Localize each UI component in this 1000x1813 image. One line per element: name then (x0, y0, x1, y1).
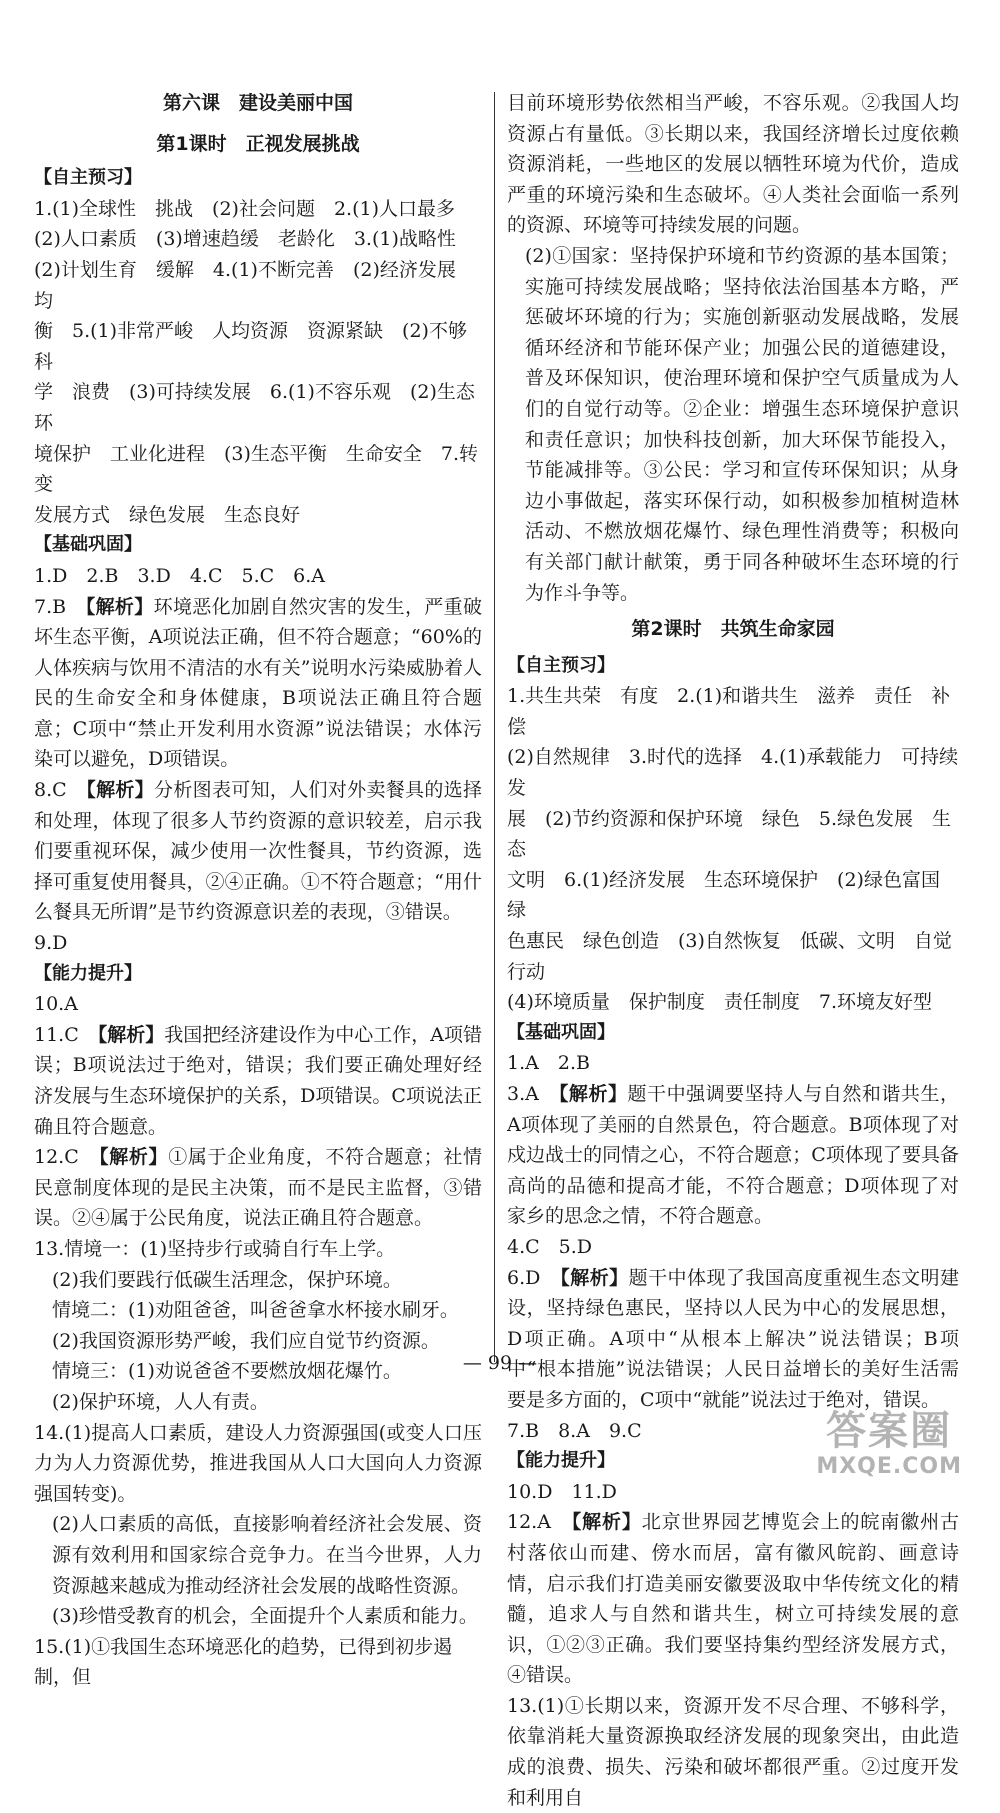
answer-line: 10.D 11.D (507, 1480, 617, 1503)
answer-line: 境保护 工业化进程 (3)生态平衡 生命安全 7.转变 (34, 442, 479, 496)
answer-13-line: (2)我们要践行低碳生活理念，保护环境。 (52, 1268, 402, 1291)
section-title-2: 第2课时 共筑生命家园 (631, 618, 835, 641)
section-title-1: 第1课时 正视发展挑战 (156, 132, 360, 155)
heading-basic: 【基础巩固】 (507, 1021, 615, 1043)
answer-12: 12.A 【解析】北京世界园艺博览会上的皖南徽州古村落依山而建、傍水而居，富有徽风皖韵、画意诗情，启示我们打造美丽安徽要汲取中华传统文化的精髓，追求人与自然和谐共生，树立可持续发展的意识，①②③正确。我们要坚持集约型经济发展方式，④错误。 (507, 1511, 959, 1687)
answer-line: 7.B 8.A 9.C (507, 1419, 642, 1442)
analysis-tag: 【解析】 (97, 1023, 165, 1046)
page-number: — 99 — (462, 1352, 538, 1374)
watermark-url: MXQE.COM (816, 1454, 962, 1479)
answer-line: 衡 5.(1)非常严峻 人均资源 资源紧缺 (2)不够科 (34, 320, 467, 373)
site-watermark (816, 1408, 962, 1479)
answer-line: 1.共生共荣 有度 2.(1)和谐共生 滋养 责任 补偿 (507, 685, 951, 738)
analysis-tag: 【解析】 (558, 1083, 628, 1105)
heading-self-study: 【自主预习】 (34, 167, 142, 189)
column-divider (494, 92, 495, 1362)
analysis-tag: 【解析】 (85, 595, 154, 618)
answer-15: 15.(1)①我国生态环境恶化的趋势，已得到初步遏制，但 (34, 1635, 453, 1689)
answer-13: 13.情境一：(1)坚持步行或骑自行车上学。 (34, 1237, 396, 1260)
answer-13-line: (2)我国资源形势严峻，我们应自觉节约资源。 (52, 1329, 440, 1352)
analysis-tag: 【解析】 (99, 1146, 169, 1169)
answer-13-line: 情境三：(1)劝说爸爸不要燃放烟花爆竹。 (52, 1360, 402, 1383)
answer-15-cont: 目前环境形势依然相当严峻，不容乐观。②我国人均资源占有量低。③长期以来，我国经济增长过度依赖资源消耗，一些地区的发展以牺牲环境为代价，造成严重的环境污染和生态破坏。④人类社会面临一系列的资源、环境等可持续发展的问题。 (507, 92, 959, 237)
watermark-logo-text: 答案圈 (826, 1408, 953, 1454)
heading-advanced: 【能力提升】 (507, 1450, 615, 1472)
answer-8: 8.C 【解析】分析图表可知，人们对外卖餐具的选择和处理，体现了很多人节约资源的意识较差，启示我们要重视环保，减少使用一次性餐具，节约资源，选择可重复使用餐具，②④正确。①不符合题意；“用什么餐具无所谓”是节约资源意识差的表现，③错误。 (34, 779, 482, 924)
answer-line: 1.(1)全球性 挑战 (2)社会问题 2.(1)人口最多 (34, 197, 455, 220)
answer-line: 文明 6.(1)经济发展 生态环境保护 (2)绿色富国 绿 (507, 868, 959, 922)
right-column (507, 88, 959, 1813)
heading-basic: 【基础巩固】 (34, 534, 142, 556)
left-column (34, 88, 482, 1693)
answer-line: 色惠民 绿色创造 (3)自然恢复 低碳、文明 自觉行动 (507, 930, 952, 983)
lesson-title: 第六课 建设美丽中国 (162, 92, 353, 114)
answer-line: 学 浪费 (3)可持续发展 6.(1)不容乐观 (2)生态环 (34, 381, 475, 434)
answer-15-part2: (2)①国家：坚持保护环境和节约资源的基本国策；实施可持续发展战略；坚持依法治国基本方略，严惩破坏环境的行为；实施创新驱动发展战略，发展循环经济和节能环保产业；加强公民的道德建设，普及环保知识，使治理环境和保护空气质量成为人们的自觉行动等。②企业：增强生态环境保护意识和责任意识；加快科技创新，加大环保节能投入，节能减排等。③公民：学习和宣传环保知识；从身边小事做起，落实环保行动，如积极参加植树造林活动、不燃放烟花爆竹、绿色理性消费等；积极向有关部门献计献策，勇于同各种破坏生态环境的行为作斗争等。 (525, 244, 959, 604)
answer-line: (2)计划生育 缓解 4.(1)不断完善 (2)经济发展 均 (34, 258, 475, 312)
answer-line: 发展方式 绿色发展 生态良好 (34, 503, 301, 526)
answer-line: 展 (2)节约资源和保护环境 绿色 5.绿色发展 生态 (507, 807, 952, 861)
answer-13-line: (2)保护环境，人人有责。 (52, 1390, 269, 1413)
answer-10: 10.A (34, 993, 78, 1016)
answer-12: 12.C 【解析】①属于企业角度，不符合题意；社情民意制度体现的是民主决策，而不是民主监督，③错误。②④属于公民角度，说法正确且符合题意。 (34, 1146, 482, 1230)
answer-13: 13.(1)①长期以来，资源开发不尽合理、不够科学，依靠消耗大量资源换取经济发展的现象突出，由此造成的浪费、损失、污染和破坏都很严重。②过度开发和利用自 (507, 1694, 959, 1809)
answer-7: 7.B 【解析】环境恶化加剧自然灾害的发生，严重破坏生态平衡，A项说法正确，但不符合题意；“60%的人体疾病与饮用不清洁的水有关”说明水污染威胁着人民的生命安全和身体健康，B项说法正确且符合题意；C项中“禁止开发利用水资源”说法错误；水体污染可以避免，D项错误。 (34, 595, 482, 771)
answer-6: 6.D 【解析】题干中体现了我国高度重视生态文明建设，坚持绿色惠民，坚持以人民为中心的发展思想，D项正确。A项中“从根本上解决”说法错误；B项中“根本措施”说法错误；人民日益增长的美好生活需要是多方面的，C项中“就能”说法过于绝对，错误。 (507, 1266, 959, 1411)
analysis-tag: 【解析】 (560, 1266, 629, 1289)
answer-14: 14.(1)提高人口素质，建设人力资源强国(或变人口压力为人力资源优势，推进我国从人口大国向人力资源强国转变)。 (34, 1421, 482, 1505)
answer-14-part: (2)人口素质的高低，直接影响着经济社会发展、资源有效利用和国家综合竞争力。在当今世界，人力资源越来越成为推动经济社会发展的战略性资源。 (52, 1513, 482, 1597)
answer-line: (2)人口素质 (3)增速趋缓 老龄化 3.(1)战略性 (34, 228, 456, 251)
answer-9: 9.D (34, 932, 68, 955)
answer-13-line: 情境二：(1)劝阻爸爸，叫爸爸拿水杯接水刷牙。 (52, 1299, 459, 1322)
analysis-tag: 【解析】 (86, 779, 155, 802)
heading-advanced: 【能力提升】 (34, 962, 142, 984)
answer-line: 1.A 2.B (507, 1052, 590, 1075)
answer-line: (2)自然规律 3.时代的选择 4.(1)承载能力 可持续发 (507, 746, 959, 800)
analysis-tag: 【解析】 (571, 1511, 642, 1534)
answer-14-part: (3)珍惜受教育的机会，全面提升个人素质和能力。 (52, 1605, 478, 1628)
answer-3: 3.A 【解析】题干中强调要坚持人与自然和谐共生，A项体现了美丽的自然景色，符合题意。B项体现了对戍边战士的同情之心，不符合题意；C项体现了要具备高尚的品德和提高才能，不符合题意；D项体现了对家乡的思念之情，不符合题意。 (507, 1083, 959, 1228)
heading-self-study: 【自主预习】 (507, 654, 615, 676)
answer-line: 4.C 5.D (507, 1235, 593, 1258)
answer-11: 11.C 【解析】我国把经济建设作为中心工作，A项错误；B项说法过于绝对，错误；我们要正确处理好经济发展与生态环境保护的关系，D项错误。C项说法正确且符合题意。 (34, 1023, 483, 1138)
answer-line: 1.D 2.B 3.D 4.C 5.C 6.A (34, 564, 325, 587)
answer-line: (4)环境质量 保护制度 责任制度 7.环境友好型 (507, 991, 933, 1014)
